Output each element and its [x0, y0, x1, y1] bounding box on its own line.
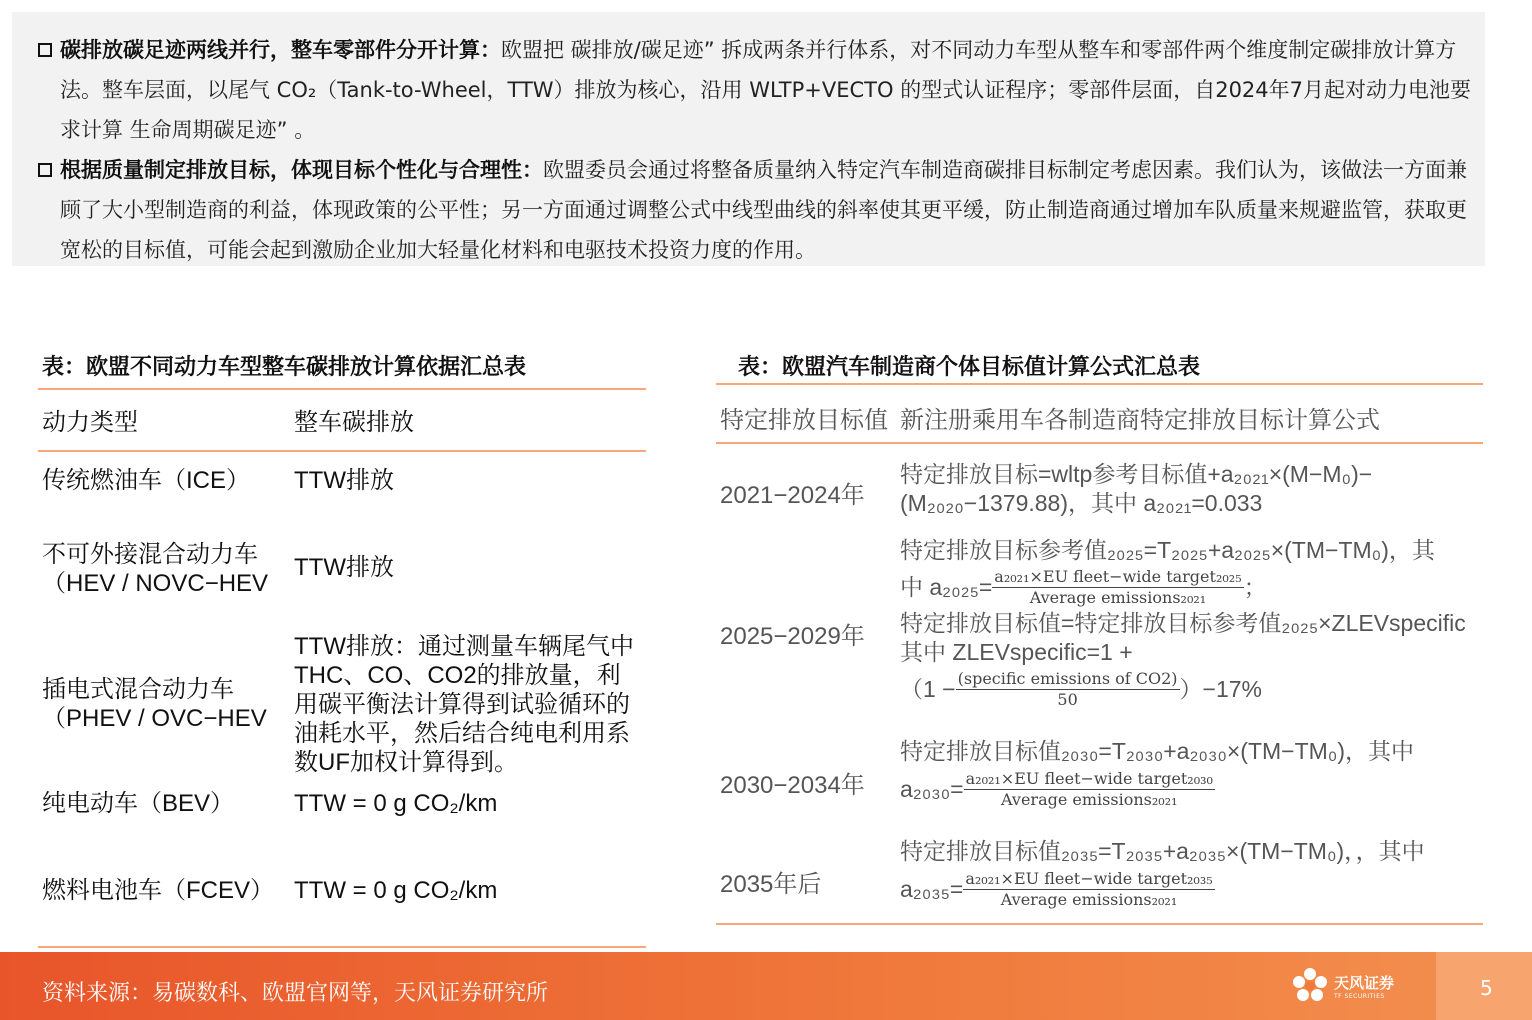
- table-cell-year: 2025−2029年: [720, 623, 865, 650]
- formula-prefix: （1 −: [900, 675, 956, 702]
- table-cell-emission: TTW排放: [294, 554, 394, 581]
- logo-name-en: TF SECURITIES: [1334, 993, 1385, 1000]
- left-table-header-emission: 整车碳排放: [294, 409, 414, 436]
- fraction: [992, 567, 1243, 608]
- formula-suffix: ；: [1243, 573, 1267, 600]
- table-rule: [716, 383, 1483, 385]
- summary-bullet-2: [38, 150, 1471, 270]
- left-table-title: 表：欧盟不同动力车型整车碳排放计算依据汇总表: [42, 355, 527, 380]
- fraction: [963, 869, 1214, 910]
- summary-bullet-1: [38, 30, 1471, 150]
- bullet-body: 欧盟委员会通过将整备质量纳入特定汽车制造商碳排目标制定考虑因素。我们认为，该做法一方面兼顾了大小型制造商的利益，体现政策的公平性；另一方面通过调整公式中线型曲线的斜率使其更平缓，防止制造商通过增加车队质量来规避监管，获取更宽松的目标值，可能会起到激励企业加大轻量化材料和电驱技术投资力度的作用。: [60, 158, 1467, 262]
- right-table-header-target: 特定排放目标值: [720, 407, 888, 434]
- table-cell-type: 插电式混合动力车（PHEV / OVC−HEV: [42, 676, 267, 732]
- table-cell-year: 2035年后: [720, 871, 822, 898]
- formula-line: 其中 ZLEVspecific=1 +: [900, 639, 1133, 665]
- fraction-numerator: a₂₀₂₁×EU fleet−wide target₂₀₂₅: [994, 566, 1242, 586]
- table-cell-emission: TTW = 0 g CO₂/km: [294, 790, 498, 817]
- fraction-denominator: Average emissions₂₀₂₁: [1001, 789, 1178, 809]
- formula-suffix: ）−17%: [1179, 675, 1263, 702]
- fraction-numerator: a₂₀₂₁×EU fleet−wide target₂₀₃₅: [965, 868, 1213, 888]
- formula-cell: [900, 737, 1485, 812]
- bullet-title: 根据质量制定排放目标，体现目标个性化与合理性：: [60, 158, 543, 182]
- company-logo: [1290, 966, 1400, 1006]
- logo-name-cn: 天风证券: [1334, 974, 1395, 992]
- fraction: [964, 769, 1215, 810]
- fraction-denominator: 50: [1057, 689, 1078, 709]
- table-cell-type: 燃料电池车（FCEV）: [42, 877, 275, 904]
- table-rule: [38, 946, 646, 948]
- table-rule: [38, 388, 646, 390]
- summary-box: [12, 12, 1485, 266]
- footer-bar: [0, 952, 1532, 1020]
- fraction: [956, 669, 1180, 710]
- table-cell-emission: TTW排放：通过测量车辆尾气中THC、CO、CO2的排放量，利用碳平衡法计算得到试验循环的油耗水平，然后结合纯电利用系数UF加权计算得到。: [294, 633, 634, 776]
- flower-logo-icon: [1290, 966, 1330, 1006]
- formula-cell: [900, 837, 1485, 912]
- checkbox-bullet-icon: [38, 163, 52, 177]
- fraction-numerator: (specific emissions of CO2): [957, 668, 1178, 688]
- page-number: 5: [1480, 976, 1493, 1000]
- formula-cell: [900, 460, 1485, 518]
- bullet-title: 碳排放碳足迹两线并行，整车零部件分开计算：: [60, 38, 501, 62]
- left-table-header-type: 动力类型: [42, 409, 138, 436]
- table-cell-type: 不可外接混合动力车（HEV / NOVC−HEV: [42, 541, 269, 597]
- formula-line: 特定排放目标值₂₀₃₅=T₂₀₃₅+a₂₀₃₅×(TM−TM₀)，，其中: [900, 838, 1425, 864]
- fraction-denominator: Average emissions₂₀₂₁: [1000, 889, 1178, 909]
- table-cell-type: 传统燃油车（ICE）: [42, 467, 251, 494]
- table-rule: [716, 442, 1483, 444]
- table-rule: [38, 450, 646, 452]
- table-cell-type: 纯电动车（BEV）: [42, 790, 235, 817]
- formula-line: 特定排放目标参考值₂₀₂₅=T₂₀₂₅+a₂₀₂₅×(TM−TM₀)，其: [900, 537, 1435, 563]
- formula-line: (M₂₀₂₀−1379.88)，其中 a₂₀₂₁=0.033: [900, 490, 1263, 516]
- table-cell-emission: TTW排放: [294, 467, 394, 494]
- checkbox-bullet-icon: [38, 43, 52, 57]
- bullet-body: 欧盟把 碳排放/碳足迹” 拆成两条并行体系，对不同动力车型从整车和零部件两个维度制定碳排放计算方法。整车层面，以尾气 CO₂（Tank-to-Wheel，TTW）排放为核心，沿用 WLTP+VECTO 的型式认证程序；零部件层面，自2024年7月起对动力电池要求计算 生命周期碳足迹” 。: [60, 38, 1472, 142]
- fraction-numerator: a₂₀₂₁×EU fleet−wide target₂₀₃₀: [965, 768, 1213, 788]
- source-note: 资料来源：易碳数科、欧盟官网等，天风证券研究所: [42, 981, 549, 1006]
- table-cell-emission: TTW = 0 g CO₂/km: [294, 877, 498, 904]
- formula-line: 特定排放目标=wltp参考目标值+a₂₀₂₁×(M−M₀)−: [900, 461, 1373, 487]
- right-table-header-formula: 新注册乘用车各制造商特定排放目标计算公式: [900, 407, 1380, 434]
- formula-line: 特定排放目标值=特定排放目标参考值₂₀₂₅×ZLEVspecific: [900, 610, 1466, 636]
- table-cell-year: 2021−2024年: [720, 482, 865, 509]
- formula-prefix: 中 a₂₀₂₅=: [900, 573, 993, 600]
- formula-cell: [900, 536, 1485, 711]
- table-rule: [716, 923, 1483, 925]
- formula-prefix: a₂₀₃₀=: [900, 775, 964, 802]
- table-cell-year: 2030−2034年: [720, 772, 865, 799]
- formula-prefix: a₂₀₃₅=: [900, 875, 964, 902]
- fraction-denominator: Average emissions₂₀₂₁: [1029, 587, 1207, 607]
- right-table-title: 表：欧盟汽车制造商个体目标值计算公式汇总表: [738, 355, 1201, 380]
- formula-line: 特定排放目标值₂₀₃₀=T₂₀₃₀+a₂₀₃₀×(TM−TM₀)，其中: [900, 738, 1415, 764]
